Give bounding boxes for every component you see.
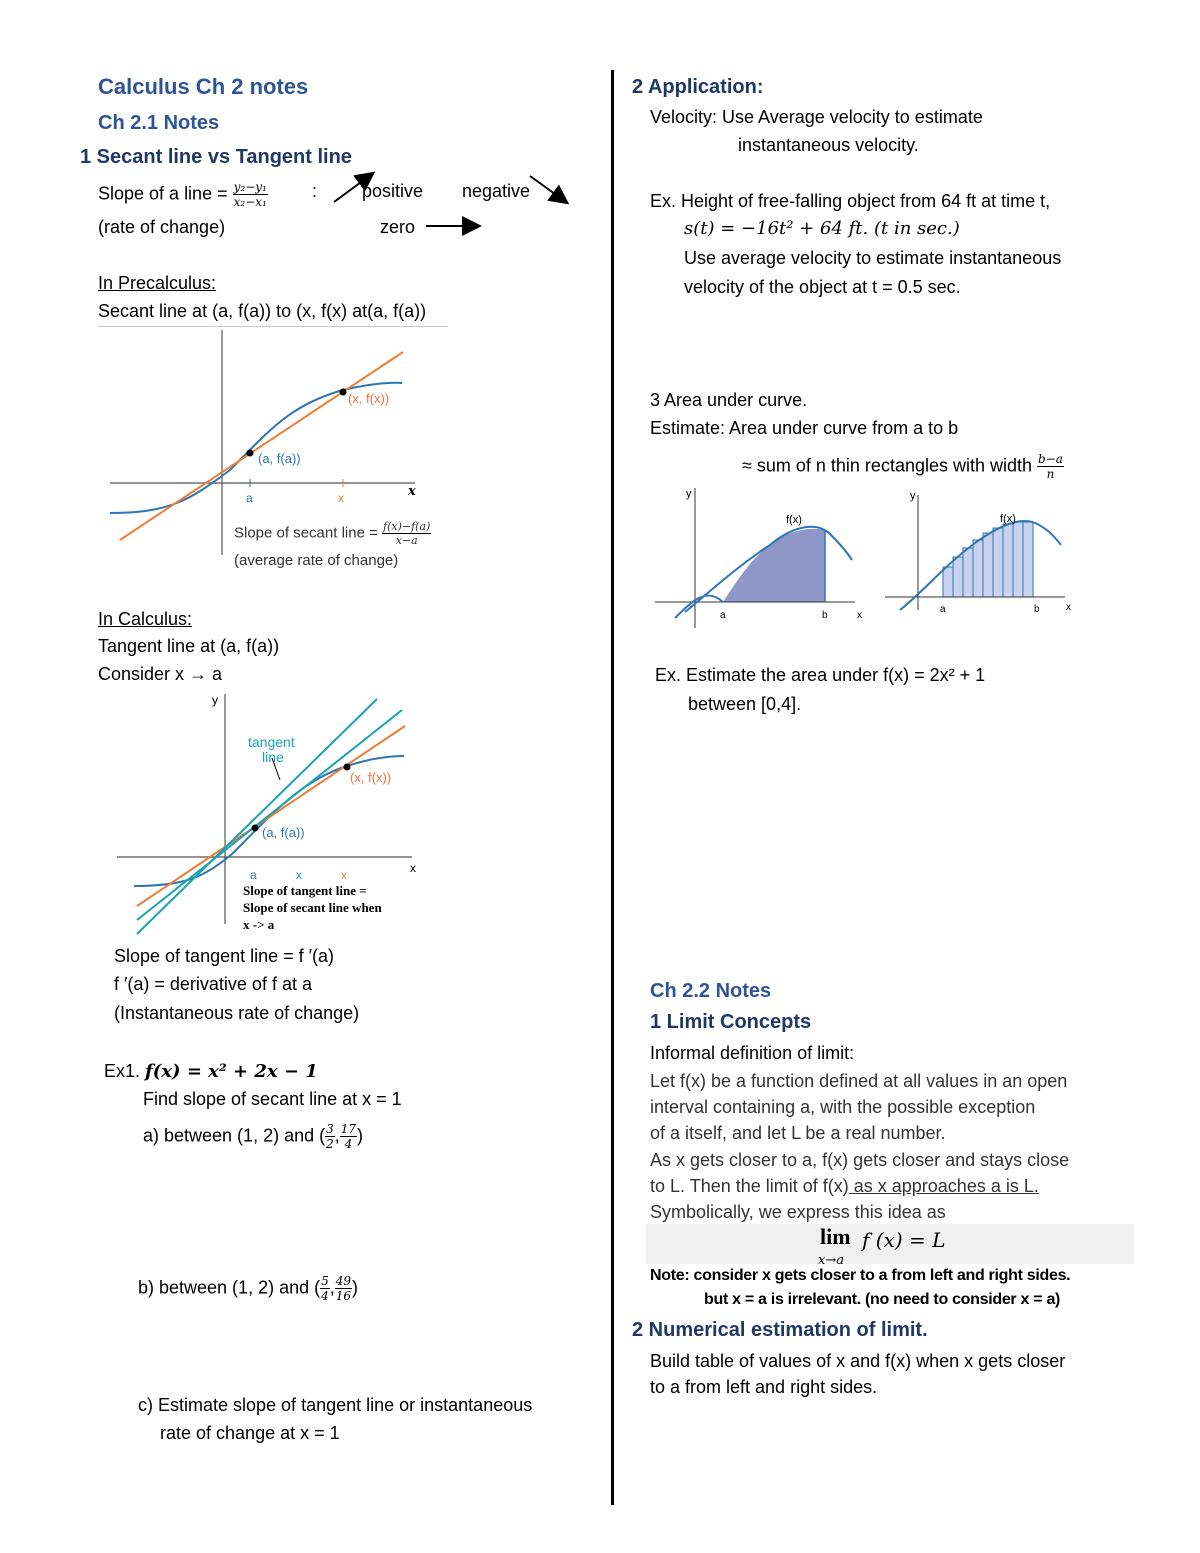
point-a <box>247 450 254 457</box>
lim-expression: f (x) = L <box>862 1228 946 1252</box>
tangent-label-1: tangent <box>248 734 295 750</box>
part-a-text: a) between (1, 2) and ( <box>143 1125 326 1146</box>
label-a-fa-2: (a, f(a)) <box>262 825 305 840</box>
def-line-6: Symbolically, we express this idea as <box>650 1202 946 1222</box>
heading-area: 3 Area under curve. <box>650 390 808 410</box>
area-under-curve-figure <box>655 488 875 633</box>
secant-fraction <box>382 520 431 547</box>
ex1-function: f(x) = x² + 2x − 1 <box>145 1061 318 1082</box>
avg-rate-caption: (average rate of change) <box>234 552 399 569</box>
zero-label: zero <box>380 217 416 237</box>
comma: , <box>334 1125 340 1146</box>
axis-label-x-2: x <box>410 861 416 875</box>
section-title-2-2: Ch 2.2 Notes <box>650 980 772 1002</box>
def-line-5 <box>650 1175 1039 1197</box>
slope-label-text: Slope of a line = <box>98 183 228 204</box>
frac-num: 5 <box>321 1274 329 1288</box>
fig3-tick-b: b <box>822 610 828 621</box>
estimate-line-1: Estimate: Area under curve from a to b <box>650 418 959 438</box>
part-b <box>138 1274 358 1303</box>
positive-arrow-icon <box>334 174 372 202</box>
positive-label: positive <box>362 181 424 201</box>
part-c-line-2: rate of change at x = 1 <box>160 1423 340 1443</box>
fig3-axis-y: y <box>686 488 692 500</box>
def-line-2: interval containing a, with the possible exception <box>650 1097 1036 1117</box>
heading-secant-vs-tangent: 1 Secant line vs Tangent line <box>80 146 352 168</box>
width-fraction <box>1037 452 1064 481</box>
slope-colon: : <box>312 181 318 201</box>
height-example-4: velocity of the object at t = 0.5 sec. <box>684 277 961 297</box>
width-num: b−a <box>1038 452 1063 466</box>
part-b-frac-2 <box>335 1274 352 1303</box>
velocity-line-1: Velocity: Use Average velocity to estimate <box>650 107 983 127</box>
tangent-caption-2: Slope of secant line when <box>243 900 382 915</box>
axis-label-y: y <box>212 693 218 707</box>
comma: , <box>329 1277 335 1298</box>
negative-arrow-icon <box>530 176 566 202</box>
negative-label: negative <box>462 181 531 201</box>
fig4-axis-x: x <box>1066 602 1071 613</box>
estimate-text: ≈ sum of n thin rectangles with width <box>742 455 1033 476</box>
tangent-caption-1: Slope of tangent line = <box>243 883 367 898</box>
table-line-2: to a from left and right sides. <box>650 1377 878 1397</box>
instant-rate: (Instantaneous rate of change) <box>114 1003 360 1023</box>
example-1 <box>104 1060 318 1083</box>
tangent-caption-3: x -> a <box>243 917 275 932</box>
def-line-4: As x gets closer to a, f(x) gets closer and stays close <box>650 1150 1070 1170</box>
informal-def-label: Informal definition of limit: <box>650 1043 855 1063</box>
find-slope: Find slope of secant line at x = 1 <box>143 1089 402 1109</box>
height-example-2: s(t) = −16t² + 64 ft. (t in sec.) <box>684 218 960 239</box>
fig4-axis-y: y <box>910 490 916 502</box>
riemann-rectangles-figure <box>885 495 1085 615</box>
tick-label-a: a <box>246 491 253 505</box>
part-a-frac-2 <box>340 1122 357 1151</box>
secant-line <box>120 352 403 540</box>
close-paren: ) <box>352 1277 359 1298</box>
slope-tangent-line: Slope of tangent line = f ′(a) <box>114 946 335 966</box>
def-line-5b: as x approaches a is L. <box>848 1176 1039 1196</box>
frac-den: 4 <box>321 1289 329 1303</box>
frac-num: 17 <box>340 1122 357 1136</box>
point-a <box>252 825 259 832</box>
shaded-area <box>723 529 825 602</box>
tangent-label-2: line <box>262 749 284 765</box>
section-title-2-1: Ch 2.1 Notes <box>98 112 220 134</box>
note-line-1: Note: consider x gets closer to a from left and right sides. <box>650 1267 1071 1284</box>
fig3-fx-label: f(x) <box>786 514 802 526</box>
frac-den: 2 <box>326 1137 334 1151</box>
tick-label-x1: x <box>296 868 302 882</box>
slope-denominator: x₂−x₁ <box>233 195 267 209</box>
fig3-tick-a: a <box>720 610 726 621</box>
area-example-2: between [0,4]. <box>688 694 802 714</box>
secant-frac-num: f(x)−f(a) <box>383 520 431 533</box>
secant-frac-den: x−a <box>395 534 418 547</box>
table-line-1: Build table of values of x and f(x) when x gets closer <box>650 1351 1066 1371</box>
def-line-3: of a itself, and let L be a real number. <box>650 1123 946 1143</box>
fig4-tick-b: b <box>1034 604 1040 615</box>
velocity-line-2: instantaneous velocity. <box>738 135 919 155</box>
tick-label-x: x <box>338 491 344 505</box>
slope-numerator: y₂−y₁ <box>233 180 267 194</box>
frac-den: 4 <box>344 1137 353 1151</box>
lim-word: lim <box>820 1224 851 1249</box>
def-line-5a: to L. Then the limit of f(x) <box>650 1176 849 1196</box>
calc-heading: In Calculus: <box>98 609 193 629</box>
height-example-1: Ex. Height of free-falling object from 64 ft at time t, <box>650 191 1051 211</box>
estimate-line-2 <box>742 452 1064 481</box>
height-example-3: Use average velocity to estimate instantaneous <box>684 248 1062 268</box>
fig4-tick-a: a <box>940 604 946 615</box>
close-paren: ) <box>357 1125 364 1146</box>
heading-numerical-estimation: 2 Numerical estimation of limit. <box>632 1319 928 1341</box>
part-b-text: b) between (1, 2) and ( <box>138 1277 321 1298</box>
fig4-fx-label: f(x) <box>1000 513 1016 525</box>
consider-x-to-a: Consider x → a <box>98 664 223 684</box>
tangent-line-at: Tangent line at (a, f(a)) <box>98 636 280 656</box>
heading-application: 2 Application: <box>632 76 764 98</box>
precalc-heading: In Precalculus: <box>98 273 217 293</box>
page-title: Calculus Ch 2 notes <box>98 74 309 99</box>
fig3-axis-x: x <box>857 610 862 621</box>
slope-secant-text: Slope of secant line = <box>234 524 378 542</box>
secant-line-at: Secant line at (a, f(a)) to (x, f(x) at(a, f(a)) <box>98 301 427 321</box>
width-den: n <box>1046 467 1055 481</box>
part-c-line-1: c) Estimate slope of tangent line or instantaneous <box>138 1395 533 1415</box>
tick-label-a-2: a <box>250 868 257 882</box>
frac-num: 49 <box>335 1274 352 1288</box>
label-x-fx-2: (x, f(x)) <box>350 770 392 785</box>
label-a-fa: (a, f(a)) <box>258 451 301 466</box>
part-a-frac-1 <box>325 1122 335 1151</box>
ex1-label: Ex1. <box>104 1061 141 1081</box>
area-example-1: Ex. Estimate the area under f(x) = 2x² + 1 <box>655 665 986 685</box>
heading-limit-concepts: 1 Limit Concepts <box>650 1011 812 1033</box>
slope-secant-caption <box>234 520 431 547</box>
note-line-2: but x = a is irrelevant. (no need to consider x = a) <box>704 1291 1061 1308</box>
part-b-frac-1 <box>320 1274 330 1303</box>
divider-rule <box>98 326 448 327</box>
tick-label-x2: x <box>341 868 347 882</box>
frac-num: 3 <box>326 1122 334 1136</box>
frac-den: 16 <box>335 1289 352 1303</box>
label-x-fx: (x, f(x)) <box>348 391 390 406</box>
part-a <box>143 1122 363 1151</box>
lim-subscript: x→a <box>818 1253 844 1268</box>
def-line-1: Let f(x) be a function defined at all values in an open <box>650 1071 1068 1091</box>
rate-of-change-label: (rate of change) <box>98 217 226 237</box>
point-x <box>340 389 347 396</box>
derivative-def: f ′(a) = derivative of f at a <box>114 974 312 994</box>
column-divider <box>611 70 614 1505</box>
axis-label-x: x <box>408 484 416 499</box>
